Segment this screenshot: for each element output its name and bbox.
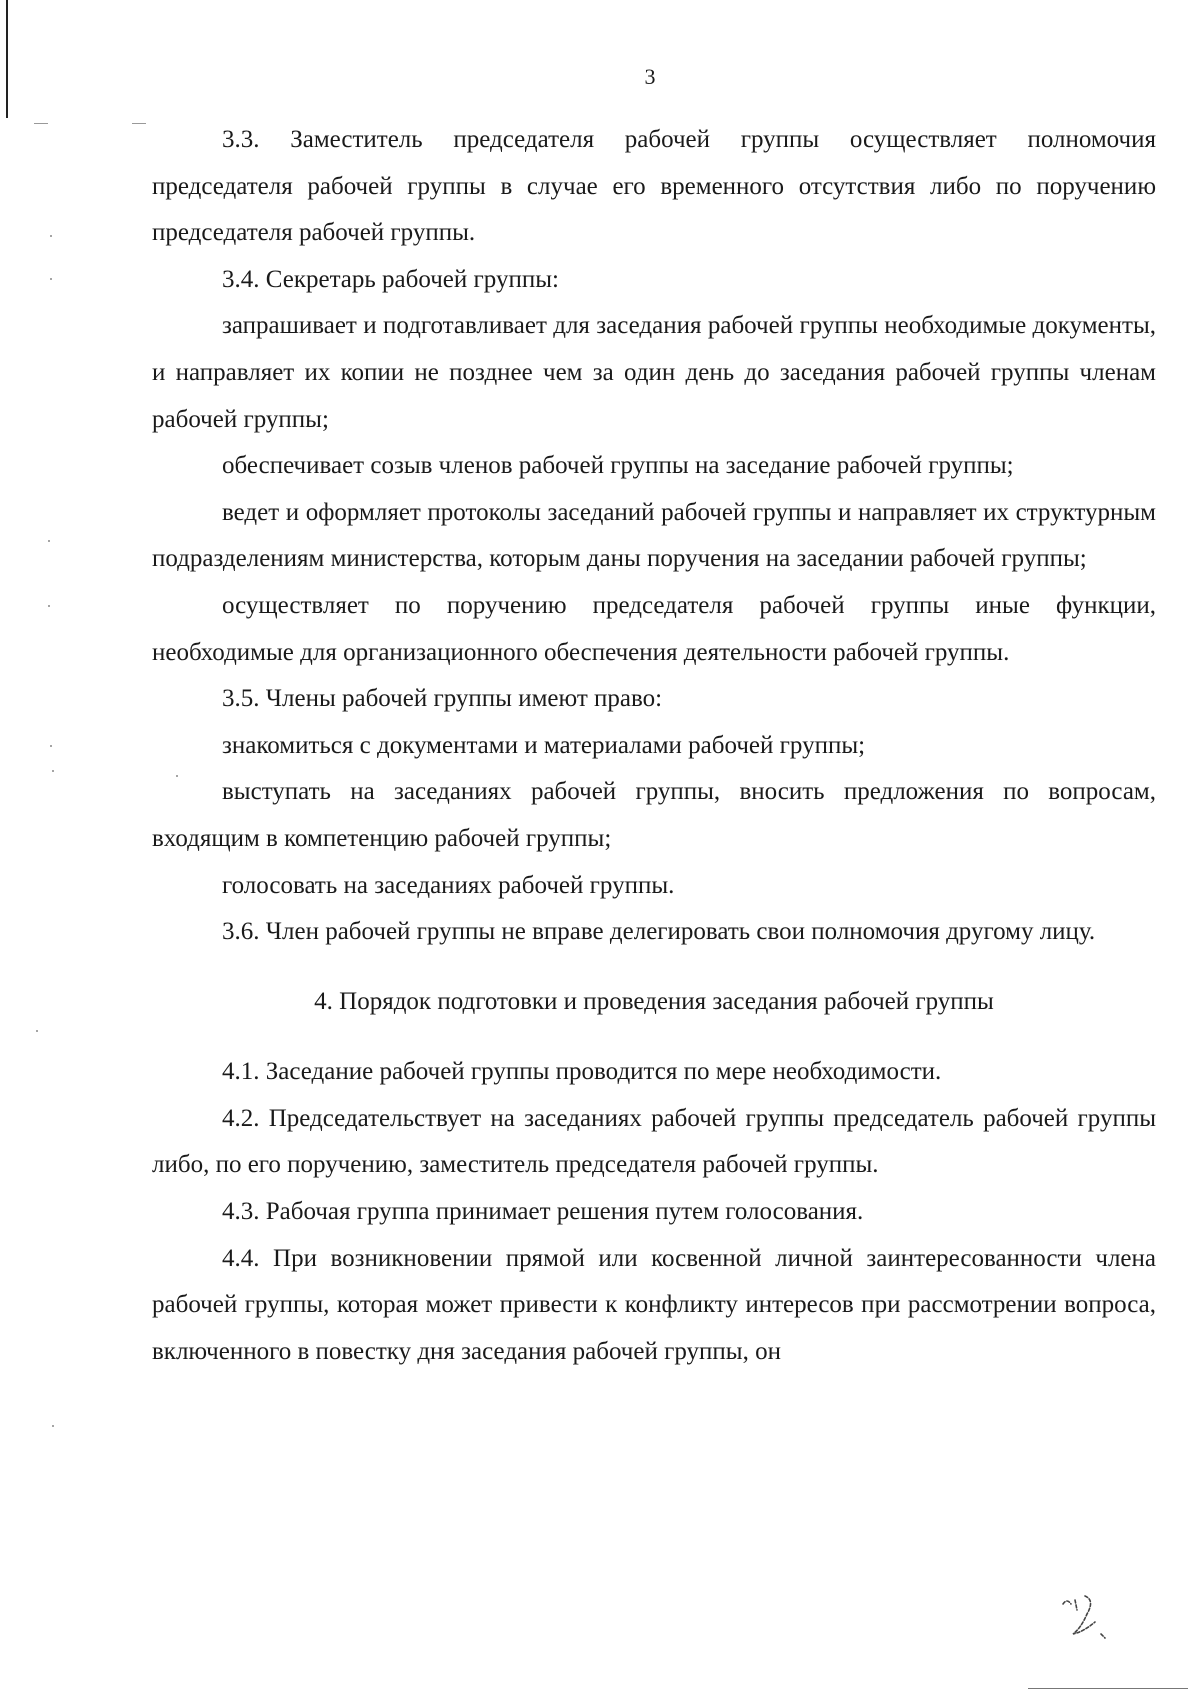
paragraph: 3.3. Заместитель председателя рабочей группы осуществляет полномочия председателя рабочей группы в случае его временного отсутствия либо по поручению председателя рабочей группы.: [152, 126, 1156, 247]
scan-mark: [52, 1425, 54, 1427]
page-number: 3: [644, 64, 656, 89]
paragraph: 3.4. Секретарь рабочей группы:: [222, 265, 559, 293]
paragraph: выступать на заседаниях рабочей группы, вносить предложения по вопросам, входящим в компетенцию рабочей группы;: [152, 778, 1156, 852]
scan-mark: [34, 123, 48, 124]
scan-mark: [132, 123, 146, 124]
paragraph: 3.5. Члены рабочей группы имеют право:: [222, 685, 663, 713]
paragraph: знакомиться с документами и материалами рабочей группы;: [222, 731, 866, 759]
paragraph: голосовать на заседаниях рабочей группы.: [222, 871, 675, 899]
paragraph: запрашивает и подготавливает для заседания рабочей группы необходимые документы, и направляет их копии не позднее чем за один день до заседания рабочей группы членам рабочей группы;: [152, 312, 1156, 433]
scan-mark: [1028, 1688, 1188, 1689]
document-body: [152, 117, 1156, 1375]
paragraph: 4.3. Рабочая группа принимает решения путем голосования.: [222, 1198, 864, 1226]
paragraph: 4.4. При возникновении прямой или косвенной личной заинтересованности члена рабочей группы, которая может привести к конфликту интересов при рассмотрении вопроса, включенного в повестку дня заседания рабочей группы, он: [152, 1244, 1156, 1365]
handwritten-initials-mark: [1055, 1590, 1125, 1650]
paragraph: осуществляет по поручению председателя рабочей группы иные функции, необходимые для организационного обеспечения деятельности рабочей группы.: [152, 591, 1156, 666]
scan-mark: [48, 540, 50, 542]
section-heading: 4. Порядок подготовки и проведения заседания рабочей группы: [314, 987, 994, 1015]
scan-mark: [48, 605, 50, 607]
scan-mark: [50, 278, 52, 280]
paragraph: 4.1. Заседание рабочей группы проводится по мере необходимости.: [222, 1058, 942, 1086]
scan-mark: [50, 235, 52, 237]
paragraph: 4.2. Председательствует на заседаниях рабочей группы председатель рабочей группы либо, по его поручению, заместитель председателя рабочей группы.: [152, 1104, 1156, 1179]
scan-mark: [50, 745, 52, 747]
paragraph: обеспечивает созыв членов рабочей группы на заседание рабочей группы;: [222, 452, 1014, 480]
scan-binding-edge: [6, 0, 8, 118]
scan-mark: [36, 1030, 38, 1032]
paragraph: 3.6. Член рабочей группы не вправе делегировать свои полномочия другому лицу.: [222, 918, 1096, 946]
scan-mark: [52, 770, 54, 772]
paragraph: ведет и оформляет протоколы заседаний рабочей группы и направляет их структурным подразделениям министерства, которым даны поручения на заседании рабочей группы;: [152, 498, 1156, 573]
